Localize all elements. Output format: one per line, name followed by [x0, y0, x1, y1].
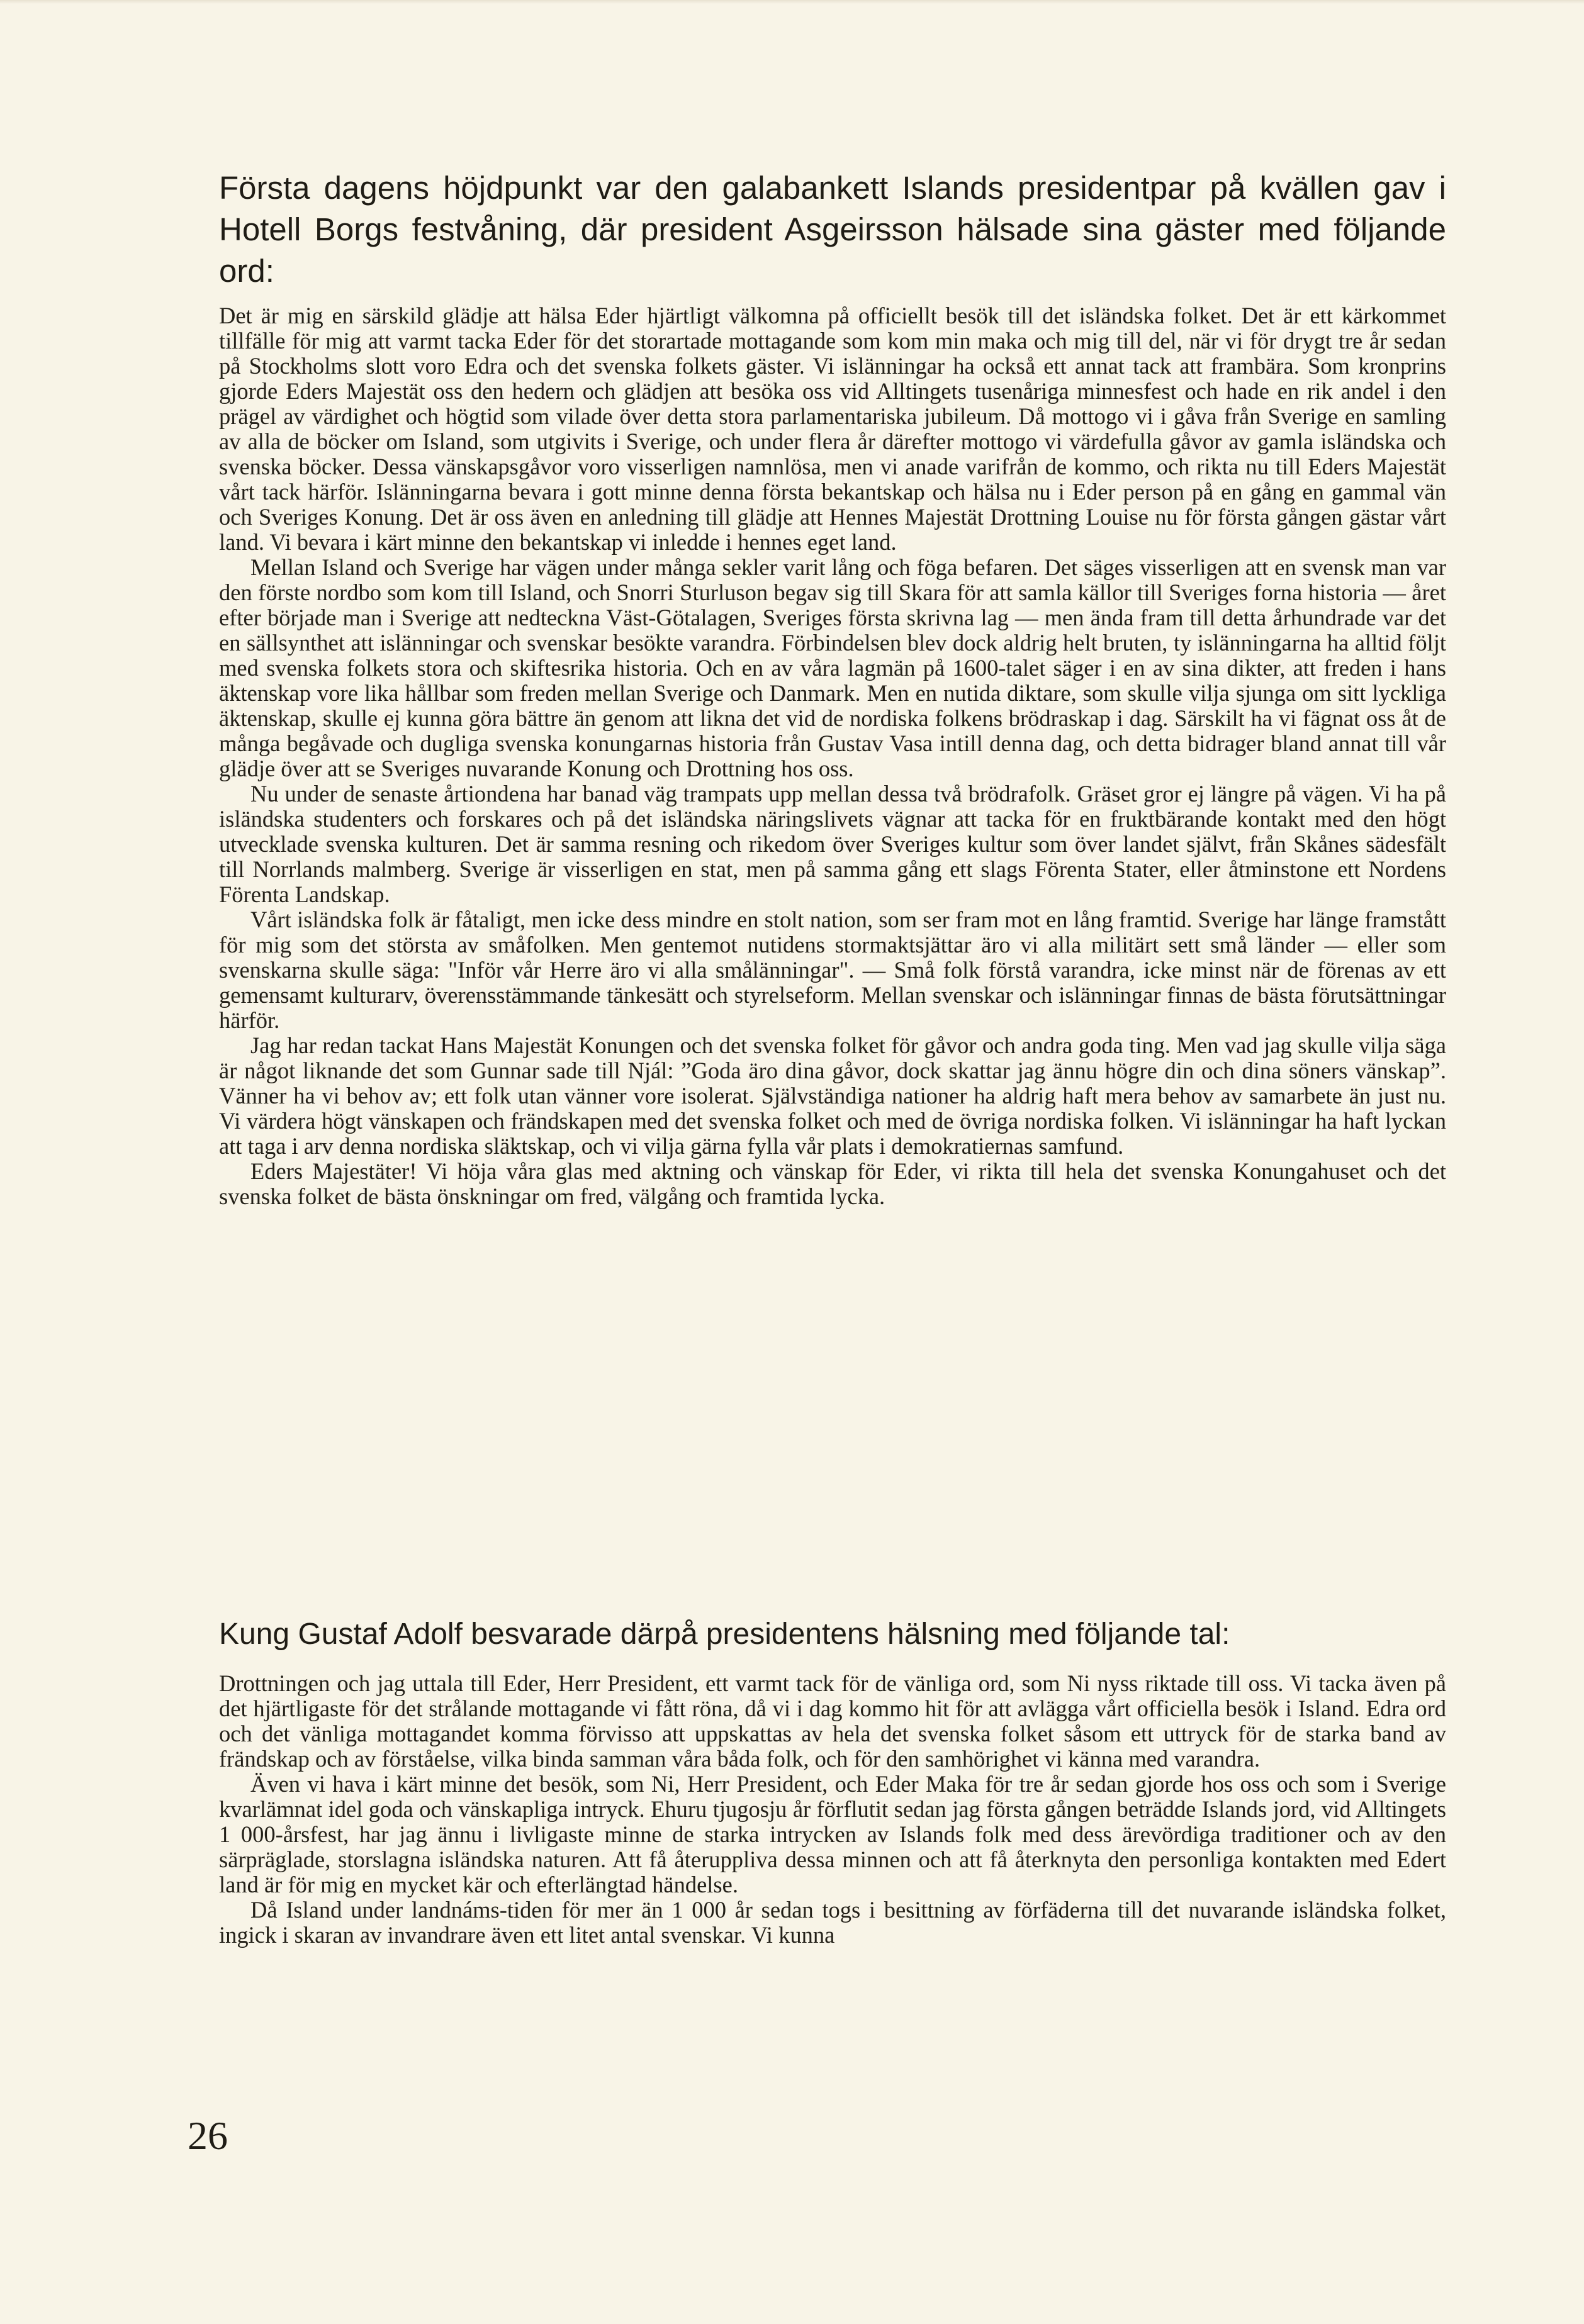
speech-paragraph: Drottningen och jag uttala till Eder, Herr President, ett varmt tack för de vänliga ord, som Ni nyss riktade till oss. Vi tacka även på det hjärtligaste för det strålande mottagande vi fått röna, då vi i dag kommo hit för att avlägga vårt officiella besök i Island. Edra ord och det vänliga mottagandet komma förvisso att uppskattas av hela det svenska folket såsom ett uttryck för de starka band av frändskap och av förståelse, vilka binda samman våra båda folk, och för den samhörighet vi känna med varandra. [219, 1670, 1446, 1772]
speech-paragraph: Mellan Island och Sverige har vägen under många sekler varit lång och föga befaren. Det säges visserligen att en svensk man var den förste nordbo som kom till Island, och Snorri Sturluson begav sig till Skara för att samla källor till Sveriges forna historia — året efter började man i Sverige att nedteckna Väst-Götalagen, Sveriges första skrivna lag — men ända fram till detta århundrade var det en sällsynthet att islänningar och svenskar besökte varandra. Förbindelsen blev dock aldrig helt bruten, ty islänningarna ha alltid följt med svenska folkets stora och skiftesrika historia. Och en av våra lagmän på 1600-talet säger i en av sina dikter, att freden i hans äktenskap vore lika hållbar som freden mellan Sverige och Danmark. Men en nutida diktare, som skulle vilja sjunga om sitt lyckliga äktenskap, skulle ej kunna göra bättre än genom att likna det vid de nordiska folkens brödraskap i dag. Särskilt ha vi fägnat oss åt de många begåvade och dugliga svenska konungarnas historia från Gustav Vasa intill denna dag, och detta bidrager bland annat till vår glädje över att se Sveriges nuvarande Konung och Drottning hos oss. [219, 554, 1446, 781]
intro-paragraph: Första dagens höjdpunkt var den galabankett Islands presidentpar på kvällen gav i Hotell Borgs festvåning, där president Asgeirsson hälsade sina gäster med följande ord: [219, 170, 1446, 289]
speech-paragraph: Då Island under landnáms-tiden för mer än 1 000 år sedan togs i besittning av förfäderna till det nuvarande isländska folket, ingick i skaran av invandrare även ett litet antal svenskar. Vi kunna [219, 1897, 1446, 1948]
speech-paragraph: Jag har redan tackat Hans Majestät Konungen och det svenska folket för gåvor och andra goda ting. Men vad jag skulle vilja säga är något liknande det som Gunnar sade till Njál: ”Goda äro dina gåvor, dock skattar jag ännu högre din och dina söners vänskap”. Vänner ha vi behov av; ett folk utan vänner vore isolerat. Självständiga nationer ha aldrig haft mera behov av samarbete än just nu. Vi värdera högt vänskapen och frändskapen med det svenska folket och med de övriga nordiska folken. Vi islänningar ha haft lyckan att taga i arv denna nordiska släktskap, och vi vilja gärna fylla vår plats i demokratiernas samfund. [219, 1032, 1446, 1159]
king-speech [219, 1671, 1446, 1948]
speech-paragraph: Eders Majestäter! Vi höja våra glas med aktning och vänskap för Eder, vi rikta till hela det svenska Konungahuset och det svenska folket de bästa önskningar om fred, välgång och framtida lycka. [219, 1158, 1446, 1209]
speech-paragraph: Nu under de senaste årtiondena har banad väg trampats upp mellan dessa två brödrafolk. Gräset gror ej längre på vägen. Vi ha på isländska studenters och forskares och på det isländska näringslivets vägnar att tacka för en fruktbärande kontakt med den högt utvecklade svenska kulturen. Det är samma resning och rikedom över Sveriges kultur som över landet självt, från Skånes sädesfält till Norrlands malmberg. Sverige är visserligen en stat, men på samma gång ett slags Förenta Stater, eller åtminstone ett Nordens Förenta Landskap. [219, 781, 1446, 907]
speech-paragraph: Vårt isländska folk är fåtaligt, men icke dess mindre en stolt nation, som ser fram mot en lång framtid. Sverige har länge framstått för mig som det största av småfolken. Men gentemot nutidens stormaktsjättar äro vi alla militärt sett små länder — eller som svenskarna skulle säga: "Inför vår Herre äro vi alla smålänningar". — Små folk förstå varandra, icke minst när de förenas av ett gemensamt kulturarv, överensstämmande tänkesätt och styrelseform. Mellan svenskar och islänningar finnas de bästa förutsättningar härför. [219, 907, 1446, 1033]
section-heading: Kung Gustaf Adolf besvarade därpå presidentens hälsning med följande tal: [219, 1617, 1230, 1651]
speech-paragraph: Det är mig en särskild glädje att hälsa Eder hjärtligt välkomna på officiellt besök till det isländska folket. Det är ett kärkommet tillfälle för mig att varmt tacka Eder för det storartade mottagande som kom min maka och mig till del, när vi för drygt tre år sedan på Stockholms slott voro Edra och det svenska folkets gäster. Vi islänningar ha också ett annat tack att frambära. Som kronprins gjorde Eders Majestät oss den hedern och glädjen att besöka oss vid Alltingets tusenåriga minnesfest och hade en rik andel i den prägel av värdighet och högtid som vilade över detta stora parlamentariska jubileum. Då mottogo vi i gåva från Sverige en samling av alla de böcker om Island, som utgivits i Sverige, och under flera år därefter mottogo vi värdefulla gåvor av gamla isländska och svenska böcker. Dessa vänskapsgåvor voro visserligen namnlösa, men vi anade varifrån de kommo, och rikta nu till Eders Majestät vårt tack härför. Islänningarna bevara i gott minne denna första bekantskap och hälsa nu i Eder person på en gång en gammal vän och Sveriges Konung. Det är oss även en anledning till glädje att Hennes Majestät Drottning Louise nu för första gången gästar vårt land. Vi bevara i kärt minne den bekantskap vi inledde i hennes eget land. [219, 303, 1446, 555]
page-top-edge [0, 0, 1584, 4]
president-speech [219, 303, 1446, 1209]
page-number: 26 [188, 2113, 228, 2158]
speech-paragraph: Även vi hava i kärt minne det besök, som Ni, Herr President, och Eder Maka för tre år sedan gjorde hos oss och som i Sverige kvarlämnat idel goda och vänskapliga intryck. Ehuru tjugosju år förflutit sedan jag första gången beträdde Islands jord, vid Alltingets 1 000-årsfest, har jag ännu i livligaste minne de starka intrycken av Islands folk med dess ärevördiga traditioner och av den särpräglade, storslagna isländska naturen. Att få återuppliva dessa minnen och att få återknyta den personliga kontakten med Edert land är för mig en mycket kär och efterlängtad händelse. [219, 1771, 1446, 1897]
